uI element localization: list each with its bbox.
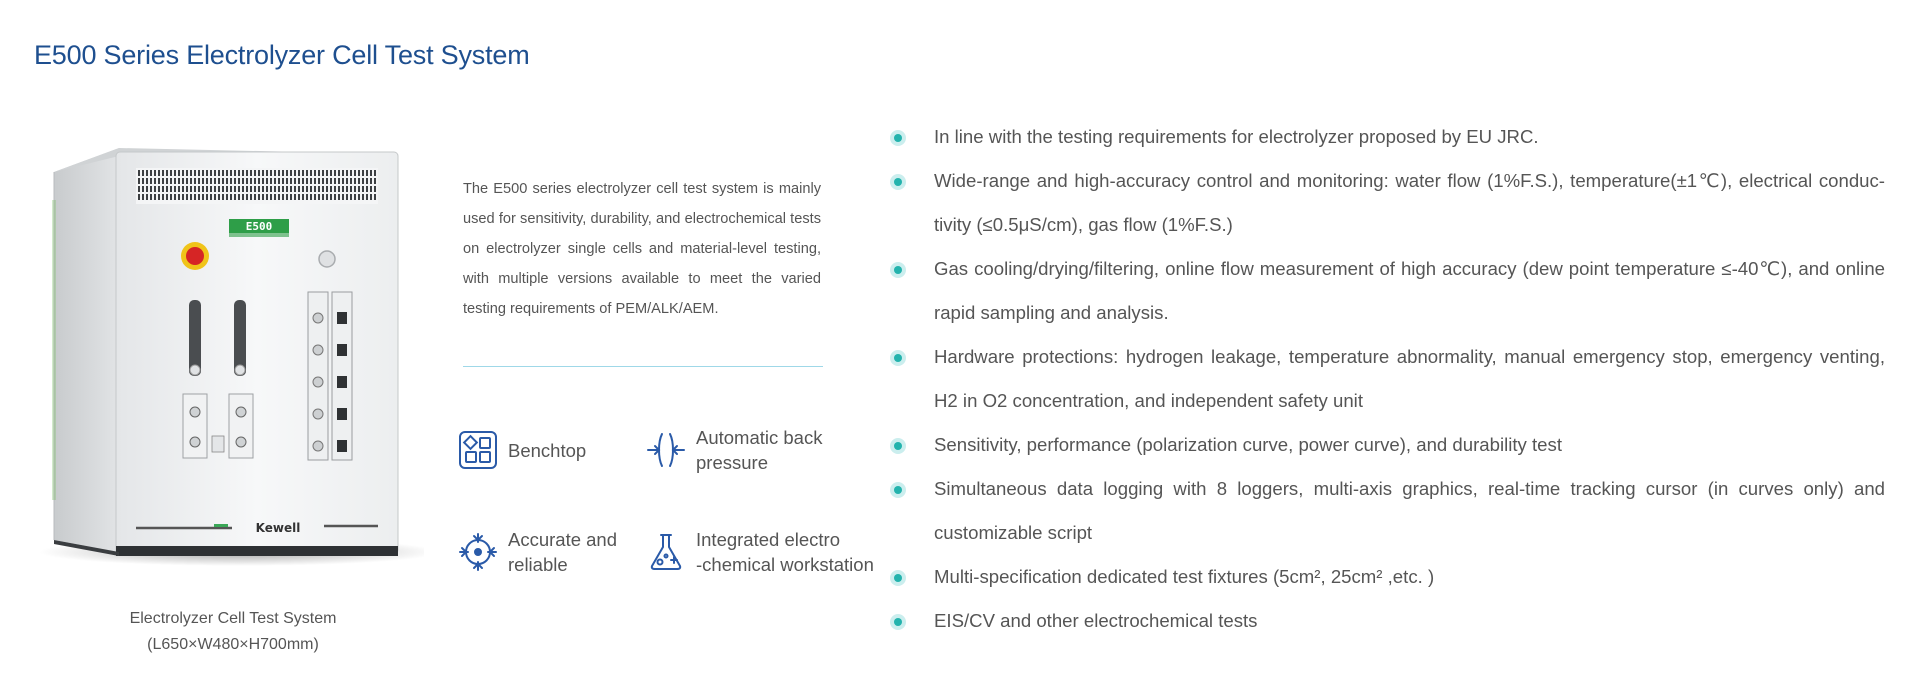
- brand-label: Kewell: [255, 521, 301, 535]
- caption-title: Electrolyzer Cell Test System: [129, 610, 337, 627]
- model-label: E500: [245, 220, 273, 233]
- list-item: Simultaneous data logging with 8 loggers, multi-axis graphics, real-time tracking cursor (in curves only) and customizable script: [890, 467, 1885, 555]
- specification-list: [890, 115, 1885, 643]
- list-item: Hardware protections: hydrogen leakage, temperature abnormality, manual emergency stop, emergency venting, H2 in O2 concentration, and independent safety unit: [890, 335, 1885, 423]
- back-pressure-arrows-icon: [646, 430, 686, 470]
- bullet-dot-icon: [890, 174, 906, 190]
- bullet-dot-icon: [890, 438, 906, 454]
- product-caption: [58, 606, 408, 658]
- list-item: Sensitivity, performance (polarization curve, power curve), and durability test: [890, 423, 1885, 467]
- crosshair-target-icon: [458, 532, 498, 572]
- bullet-dot-icon: [890, 570, 906, 586]
- list-item: Gas cooling/drying/filtering, online flow measurement of high accuracy (dew point temperature ≤-40℃), and online rapid sampling and analysis.: [890, 247, 1885, 335]
- list-item: In line with the testing requirements for electrolyzer proposed by EU JRC.: [890, 115, 1885, 159]
- bullet-dot-icon: [890, 614, 906, 630]
- list-item: EIS/CV and other electrochemical tests: [890, 599, 1885, 643]
- divider: [463, 366, 823, 367]
- feature-benchtop: [458, 430, 586, 470]
- list-item: Wide-range and high-accuracy control and monitoring: water flow (1%F.S.), temperature(±1℃), electrical conduc-tivity (≤0.5μS/cm), gas flow (1%F.S.): [890, 159, 1885, 247]
- bullet-dot-icon: [890, 130, 906, 146]
- bullet-dot-icon: [890, 482, 906, 498]
- feature-label: Integrated electro -chemical workstation: [696, 529, 874, 575]
- caption-dimensions: (L650×W480×H700mm): [147, 636, 319, 653]
- bullet-dot-icon: [890, 350, 906, 366]
- benchtop-grid-icon: [458, 430, 498, 470]
- feature-label: Accurate and reliable: [508, 529, 618, 575]
- list-item: Multi-specification dedicated test fixtures (5cm², 25cm² ,etc. ): [890, 555, 1885, 599]
- bullet-dot-icon: [890, 262, 906, 278]
- feature-label: Automatic back pressure: [696, 427, 823, 473]
- product-image: [24, 140, 424, 580]
- feature-accurate: [458, 527, 617, 577]
- feature-back-pressure: [646, 425, 822, 475]
- flask-icon: [646, 532, 686, 572]
- feature-workstation: [646, 527, 874, 577]
- page-title: E500 Series Electrolyzer Cell Test System: [34, 40, 530, 70]
- product-description: The E500 series electrolyzer cell test system is mainly used for sensitivity, durability, and electrochemical tests on electrolyzer single cells and material-level testing, with multiple versions available to meet the varied testing requirements of PEM/ALK/AEM.: [463, 181, 821, 317]
- test-system-cabinet-illustration: [24, 140, 424, 580]
- feature-label: Benchtop: [508, 439, 587, 461]
